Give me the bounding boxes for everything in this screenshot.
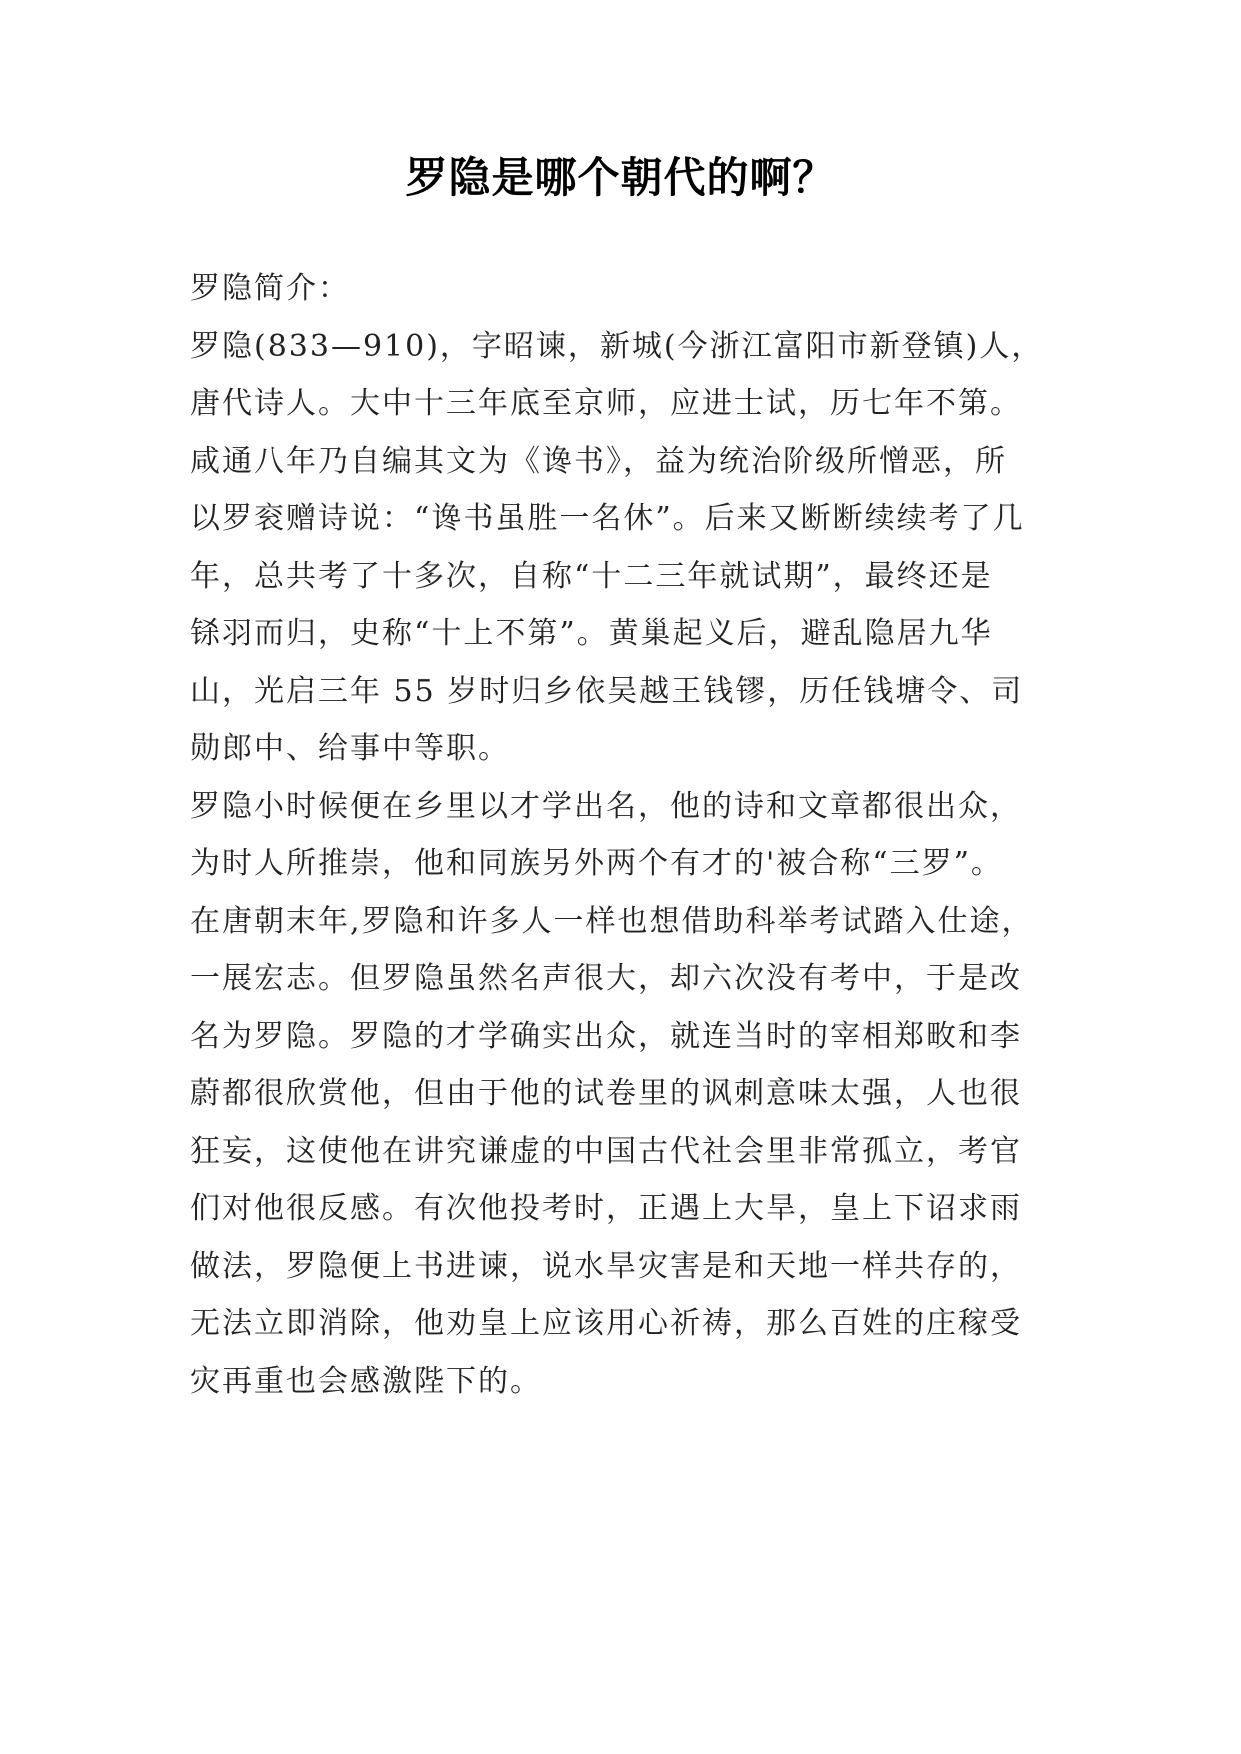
text-line: 做法，罗隐便上书进谏，说水旱灾害是和天地一样共存的， — [190, 1248, 1022, 1284]
page-title: 罗隐是哪个朝代的啊？ — [405, 153, 836, 202]
text-line: 一展宏志。但罗隐虽然名声很大，却六次没有考中，于是改 — [190, 961, 1022, 996]
text-line: 名为罗隐。罗隐的才学确实出众，就连当时的宰相郑畋和李 — [190, 1018, 1022, 1054]
text-line: 勋郎中、给事中等职。 — [190, 731, 510, 766]
text-line: 们对他很反感。有次他投考时，正遇上大旱，皇上下诏求雨 — [190, 1191, 1022, 1226]
article-body — [190, 260, 1070, 1410]
text-line: 狂妄，这使他在讲究谦虚的中国古代社会里非常孤立，考官 — [190, 1133, 1022, 1169]
text-line: 以罗衮赠诗说：“谗书虽胜一名休”。后来又断断续续考了几 — [190, 501, 1025, 536]
text-line: 罗隐简介： — [190, 271, 350, 306]
text-line: 蔚都很欣赏他，但由于他的试卷里的讽刺意味太强，人也很 — [190, 1076, 1022, 1111]
text-line: 为时人所推崇，他和同族另外两个有才的'被合称“三罗”。 — [190, 846, 1003, 881]
text-line: 罗隐(833—910)，字昭谏，新城(今浙江富阳市新登镇)人， — [190, 328, 1044, 364]
text-line: 罗隐小时候便在乡里以才学出名，他的诗和文章都很出众， — [190, 788, 1022, 824]
text-line: 唐代诗人。大中十三年底至京师，应进士试，历七年不第。 — [190, 386, 1022, 421]
text-line: 灾再重也会感激陛下的。 — [190, 1363, 542, 1399]
text-line: 铩羽而归，史称“十上不第”。黄巢起义后，避乱隐居九华 — [190, 616, 993, 651]
text-line: 山，光启三年 55 岁时归乡依吴越王钱镠，历任钱塘令、司 — [190, 673, 1024, 709]
text-line: 在唐朝末年,罗隐和许多人一样也想借助科举考试踏入仕途， — [190, 903, 1034, 939]
text-line: 咸通八年乃自编其文为《谗书》，益为统治阶级所憎恶，所 — [190, 443, 1007, 479]
text-line: 无法立即消除，他劝皇上应该用心祈祷，那么百姓的庄稼受 — [190, 1306, 1022, 1341]
text-line: 年，总共考了十多次，自称“十二三年就试期”，最终还是 — [190, 558, 993, 594]
